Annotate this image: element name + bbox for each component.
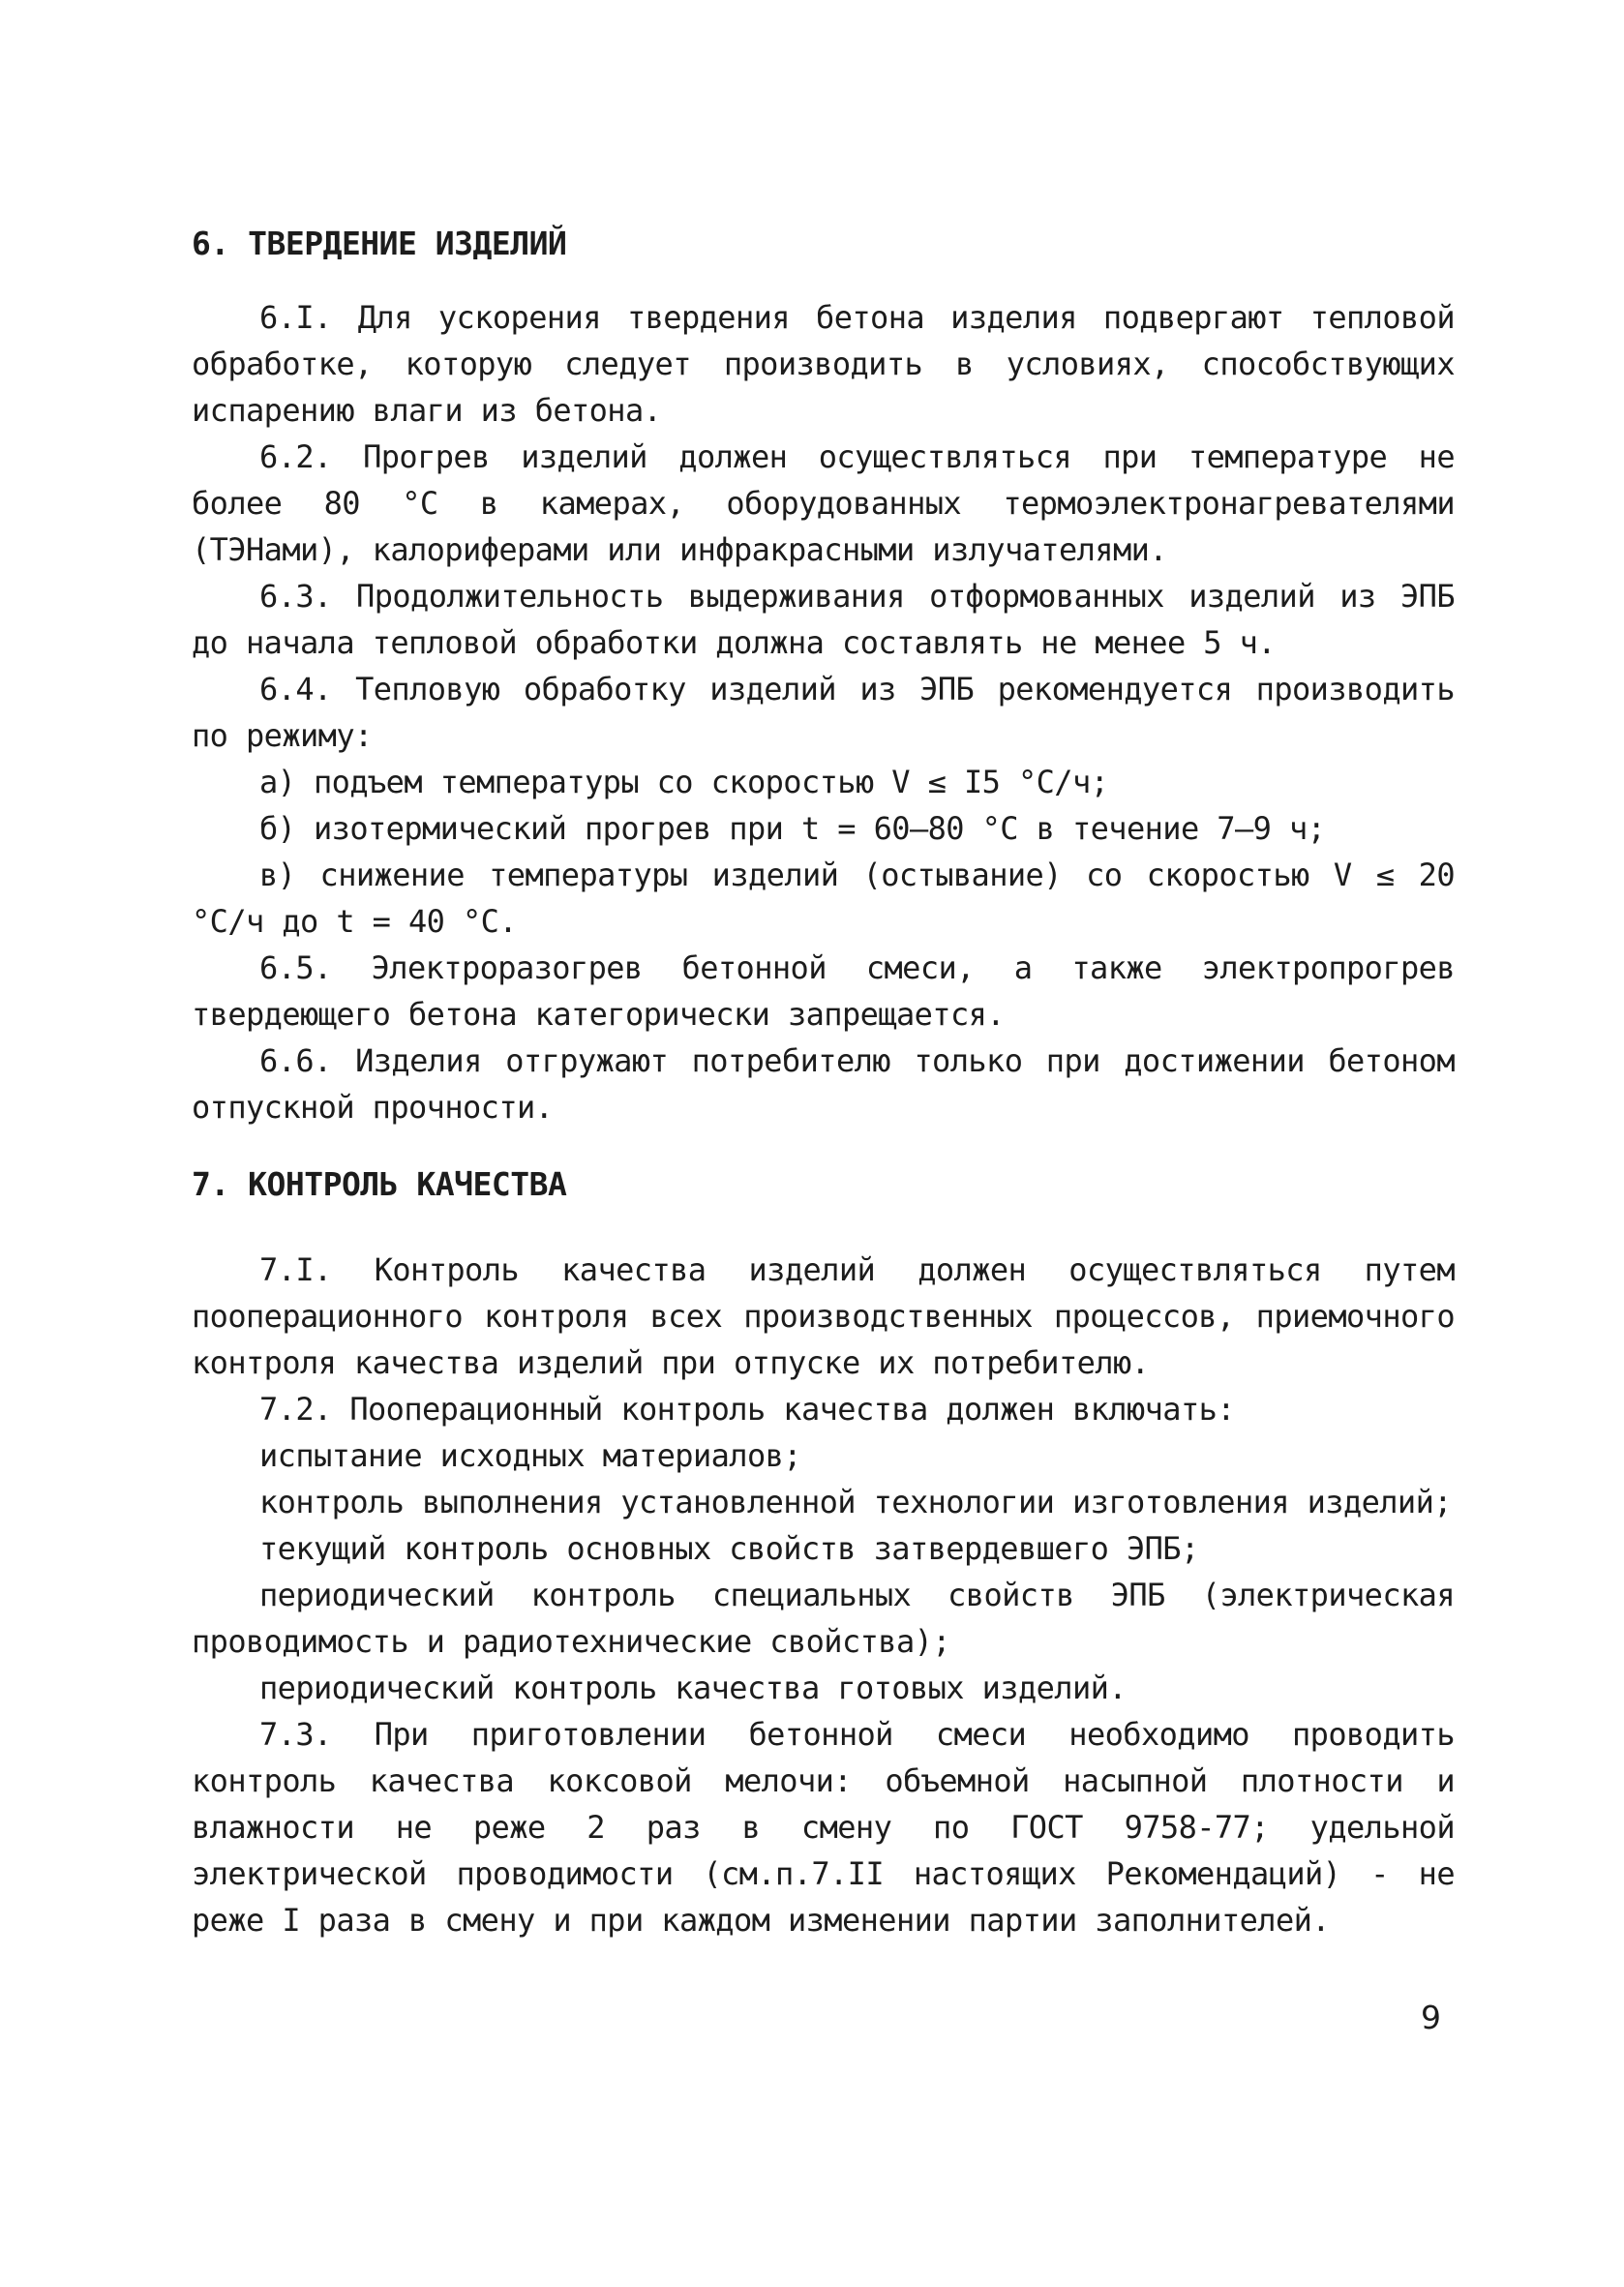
paragraph-6-3: 6.3. Продолжительность выдерживания отформованных изделий из ЭПБ до начала тепловой обработки должна составлять не менее 5 ч. <box>192 578 1455 661</box>
list-item-7-2-b: контроль выполнения установленной технологии изготовления изделий; <box>259 1484 1452 1520</box>
list-item-6-4-b: б) изотермический прогрев при t = 60–80 °С в течение 7–9 ч; <box>259 810 1326 847</box>
paragraph-6-5: 6.5. Электроразогрев бетонной смеси, а также электропрогрев твердеющего бетона категорически запрещается. <box>192 949 1455 1033</box>
list-item-6-4-c: в) снижение температуры изделий (остывание) со скоростью V ≤ 20 °С/ч до t = 40 °С. <box>192 857 1455 940</box>
list-item-7-2-a: испытание исходных материалов; <box>259 1437 801 1474</box>
paragraph-7-3: 7.3. При приготовлении бетонной смеси необходимо проводить контроль качества коксовой мелочи: объемной насыпной плотности и влажности не реже 2 раз в смену по ГОСТ 9758-77; удельной электрической проводимости (см.п.7.II настоящих Рекомендаций) - не реже I раза в смену и при каждом изменении партии заполнителей. <box>192 1716 1455 1939</box>
paragraph-6-6: 6.6. Изделия отгружают потребителю только при достижении бетоном отпускной прочности. <box>192 1042 1455 1126</box>
paragraph-6-1: 6.I. Для ускорения твердения бетона изделия подвергают тепловой обработке, которую следует производить в условиях, способствующих испарению влаги из бетона. <box>192 299 1455 429</box>
list-item-7-2-d: периодический контроль специальных свойств ЭПБ (электрическая проводимость и радиотехнические свойства); <box>192 1577 1455 1660</box>
paragraph-7-1: 7.I. Контроль качества изделий должен осуществляться путем пооперационного контроля всех производственных процессов, приемочного контроля качества изделий при отпуске их потребителю. <box>192 1251 1455 1381</box>
paragraph-6-4: 6.4. Тепловую обработку изделий из ЭПБ рекомендуется производить по режиму: <box>192 671 1455 754</box>
paragraph-6-2: 6.2. Прогрев изделий должен осуществляться при температуре не более 80 °С в камерах, оборудованных термоэлектронагревателями (ТЭНами), калориферами или инфракрасными излучателями. <box>192 438 1455 568</box>
page-number: 9 <box>1421 1999 1441 2036</box>
list-item-7-2-c: текущий контроль основных свойств затвердевшего ЭПБ; <box>259 1530 1199 1567</box>
paragraph-7-2: 7.2. Пооперационный контроль качества должен включать: <box>259 1391 1235 1428</box>
list-item-7-2-e: периодический контроль качества готовых изделий. <box>259 1670 1127 1706</box>
section-7-heading: 7. КОНТРОЛЬ КАЧЕСТВА <box>192 1165 567 1203</box>
section-6-heading: 6. ТВЕРДЕНИЕ ИЗДЕЛИЙ <box>192 225 567 262</box>
list-item-6-4-a: а) подъем температуры со скоростью V ≤ I5 °С/ч; <box>259 764 1109 800</box>
document-page <box>192 221 1455 1943</box>
